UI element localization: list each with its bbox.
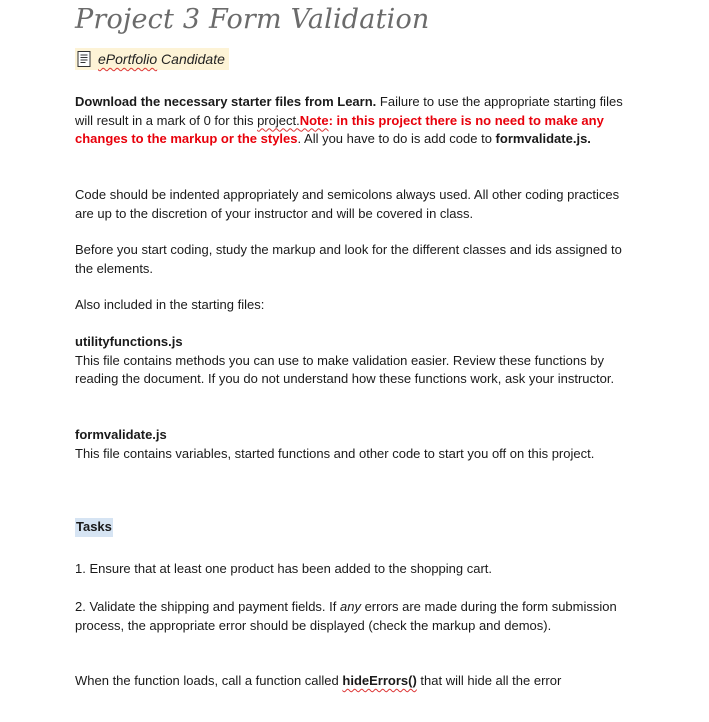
intro-paragraph bbox=[75, 93, 635, 149]
utility-section bbox=[75, 333, 635, 389]
utility-text: This file contains methods you can use to make validation easier. Review these functions by reading the document. If you do not understand how these functions work, ask your instructor. bbox=[75, 352, 615, 386]
formvalidate-heading: formvalidate.js bbox=[75, 427, 167, 442]
task-2-after: errors are made during the form submission process, the appropriate error should be displayed (check the markup and demos). bbox=[75, 599, 617, 633]
candidate-label bbox=[98, 51, 225, 67]
tasks-heading-line bbox=[75, 518, 635, 537]
hide-errors-paragraph bbox=[75, 672, 635, 691]
intro-bold-lead: Download the necessary starter files from Learn. bbox=[75, 94, 377, 109]
eportfolio-candidate-badge[interactable] bbox=[75, 48, 229, 70]
markup-paragraph: Before you start coding, study the markup and look for the different classes and ids assigned to the elements. bbox=[75, 242, 622, 276]
eportfolio-word: ePortfolio bbox=[98, 51, 158, 67]
task-1: 1. Ensure that at least one product has been added to the shopping cart. bbox=[75, 561, 493, 576]
task-2-before: 2. Validate the shipping and payment fields. If bbox=[75, 599, 340, 614]
hide-errors-after: that will hide all the error bbox=[416, 673, 562, 688]
hide-errors-function: hideErrors() bbox=[342, 673, 417, 688]
intro-text-2: . All you have to do is add code to bbox=[297, 131, 496, 146]
document-icon bbox=[77, 51, 91, 67]
formvalidate-section bbox=[75, 426, 635, 463]
intro-red-note: : in this project there is no need to make any changes to the markup or the styles bbox=[75, 112, 604, 146]
formvalidate-text: This file contains variables, started functions and other code to start you off on this project. bbox=[75, 445, 595, 461]
indent-paragraph: Code should be indented appropriately and semicolons always used. All other coding practices are up to the discretion of your instructor and will be covered in class. bbox=[75, 187, 620, 221]
hide-errors-before: When the function loads, call a function called bbox=[75, 673, 343, 688]
page-title: Project 3 Form Validation bbox=[75, 4, 430, 35]
utility-heading: utilityfunctions.js bbox=[75, 334, 183, 349]
task-2 bbox=[75, 598, 635, 635]
candidate-word: Candidate bbox=[157, 51, 225, 67]
intro-project-word: project. bbox=[257, 112, 300, 128]
intro-note-word: Note bbox=[299, 112, 329, 128]
also-included-paragraph: Also included in the starting files: bbox=[75, 297, 265, 312]
intro-text-1: Failure to use the appropriate starting files will result in a mark of 0 for this bbox=[75, 94, 623, 128]
tasks-heading: Tasks bbox=[75, 518, 113, 537]
task-2-italic: any bbox=[339, 599, 361, 614]
intro-file-name: formvalidate.js. bbox=[495, 131, 591, 146]
